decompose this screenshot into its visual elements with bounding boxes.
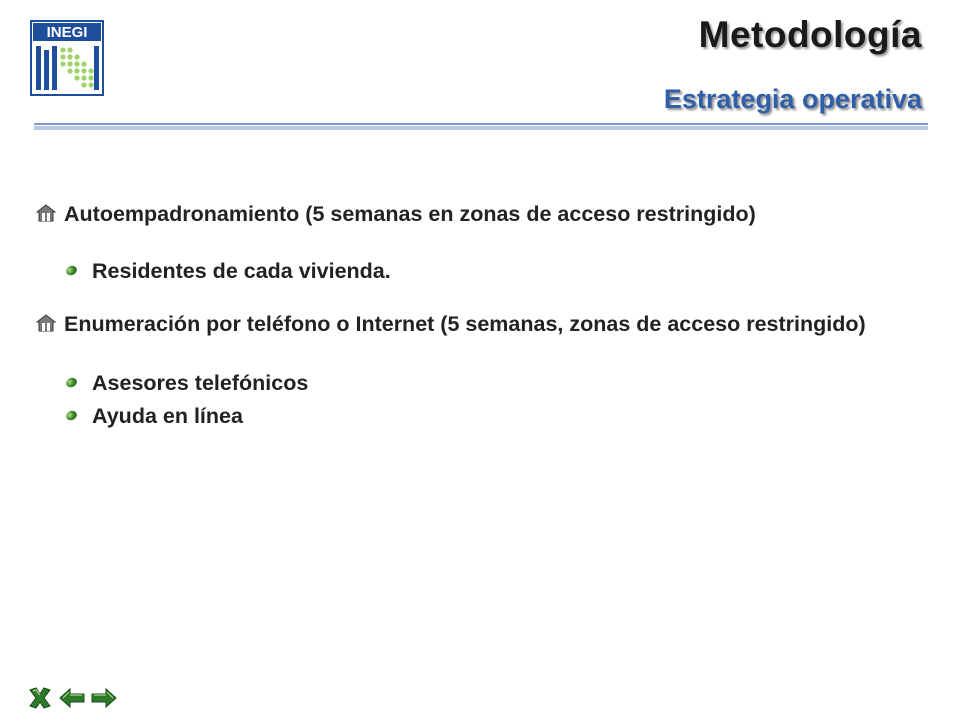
- sub-bullet-text: Residentes de cada vivienda.: [92, 259, 391, 283]
- inegi-logo-icon: [30, 20, 104, 96]
- close-icon[interactable]: [26, 684, 54, 712]
- header-divider: [34, 123, 928, 130]
- slide-navigation: [26, 684, 126, 712]
- bullet-text: Autoempadronamiento (5 semanas en zonas de acceso restringido): [64, 202, 756, 226]
- page-title: Metodología: [698, 14, 922, 55]
- bullet-list: [36, 198, 916, 433]
- sub-bullet-item: [36, 367, 916, 400]
- leaf-bullet-icon: [65, 376, 79, 389]
- house-bullet-icon: [36, 204, 56, 222]
- inegi-logo: [30, 20, 104, 96]
- sub-bullet-item: [36, 400, 916, 433]
- back-arrow-icon[interactable]: [58, 684, 86, 712]
- sub-bullet-text: Asesores telefónicos: [92, 371, 309, 395]
- sub-bullet-item: [36, 255, 916, 288]
- sub-bullet-text: Ayuda en línea: [92, 404, 243, 428]
- bullet-text: Enumeración por teléfono o Internet (5 semanas, zonas de acceso restringido): [64, 312, 866, 336]
- logo-text: INEGI: [46, 24, 88, 41]
- bullet-item-enumeracion: [36, 308, 916, 341]
- house-bullet-icon: [36, 314, 56, 332]
- forward-arrow-icon[interactable]: [90, 684, 118, 712]
- leaf-bullet-icon: [65, 264, 79, 277]
- leaf-bullet-icon: [65, 409, 79, 422]
- bullet-item-autoempadronamiento: [36, 198, 916, 231]
- page-subtitle: Estrategia operativa: [663, 84, 922, 114]
